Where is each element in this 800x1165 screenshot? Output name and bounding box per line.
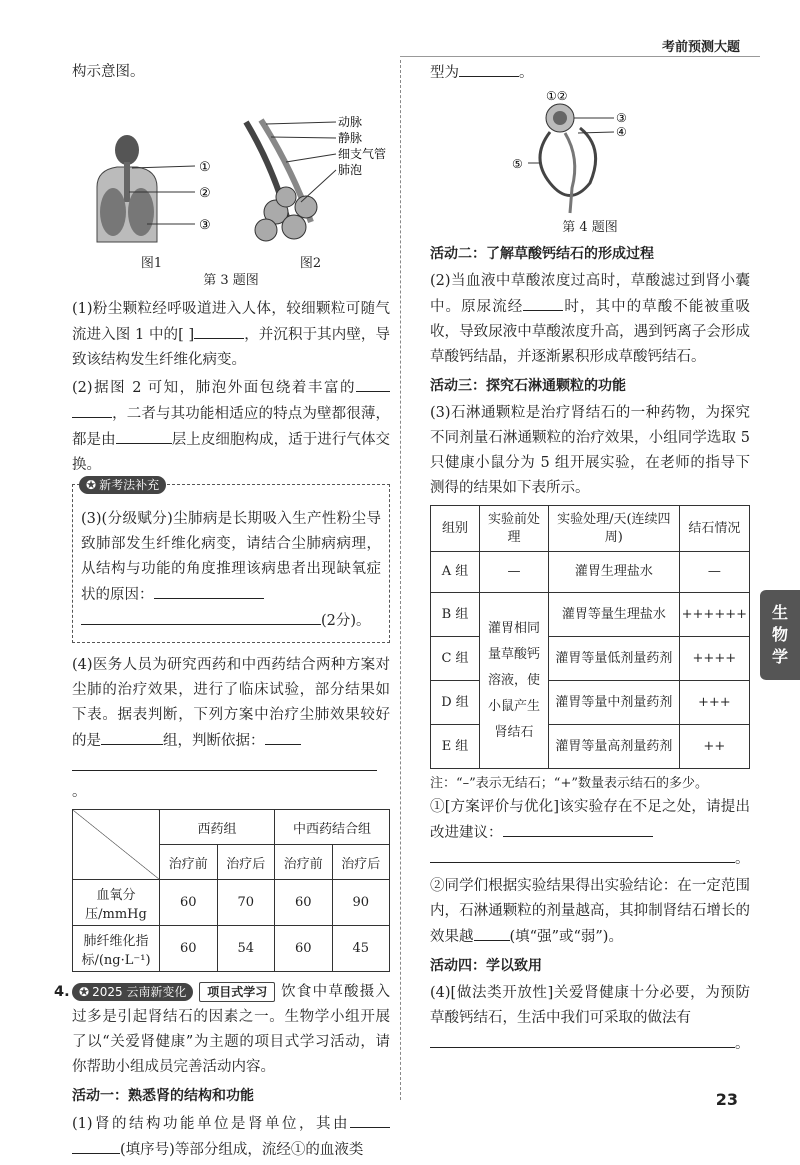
treatment-table: 西药组 中西药结合组 治疗前 治疗后 治疗前 治疗后 血氧分压/mmHg 60 70 60 90 肺纤维化指标/(ng·L⁻¹) 60 54 60 45: [72, 809, 390, 972]
continued-text: 型为 。: [430, 60, 750, 86]
region-tag: ✪ 2025 云南新变化: [72, 983, 193, 1001]
fig2-label-alveolus: 肺泡: [337, 163, 362, 177]
activity-2-heading: 活动二：了解草酸钙结石的形成过程: [430, 246, 654, 262]
new-method-box: [72, 478, 390, 643]
nephron-illustration: [510, 88, 670, 218]
activity-3-question: (3)石淋通颗粒是治疗肾结石的一种药物，为探究不同剂量石淋通颗粒的治疗效果，小组同学选取 5 只健康小鼠分为 5 组开展实验，在老师的指导下测得的结果如下表所示。: [430, 405, 750, 496]
project-tag: 项目式学习: [199, 982, 275, 1002]
row-label: 血氧分压/mmHg: [73, 880, 160, 926]
row-label: 肺纤维化指标/(ng·L⁻¹): [73, 926, 160, 972]
activity-4-heading: 活动四：学以致用: [430, 958, 542, 974]
right-column: [430, 60, 750, 1059]
figure-4-caption: 第 4 题图: [562, 220, 618, 235]
question-3-3: (3)(分级赋分)尘肺病是长期吸入生产性粉尘导致肺部发生纤维化病变，请结合尘肺病病理，从结构与功能的角度推理该病患者出现缺氧症状的原因： (2分)。: [81, 511, 381, 629]
fig2-label-artery: 动脉: [337, 115, 362, 129]
fig2-label-vein: 静脉: [337, 131, 362, 145]
page-number: 23: [715, 1090, 738, 1109]
fig2-label-bronchiole: 细支气管: [337, 147, 386, 161]
table-note: 注：“–”表示无结石；“+”数量表示结石的多少。: [430, 776, 708, 791]
question-3-2: (2)据图 2 可知，肺泡外面包绕着丰富的，二者与其功能相适应的特点为壁都很薄，都是由 层上皮细胞构成，适于进行气体交换。: [72, 375, 390, 478]
left-column: [54, 60, 391, 1165]
fig1-label-2: ②: [198, 186, 211, 201]
column-divider: [400, 60, 401, 1100]
question-4-right: (4)[做法类开放性]关爱肾健康十分必要，为预防草酸钙结石，生活中我们可采取的做法有 。: [430, 985, 750, 1052]
merged-pre-treatment: 灌胃相同量草酸钙溶液，使小鼠产生肾结石: [480, 593, 549, 769]
figure-1: [77, 132, 227, 271]
activity-1-question: (1)肾的结构功能单位是肾单位，其由 (填序号)等部分组成，流经①的血液类: [72, 1111, 390, 1163]
fig4-label-12: ①②: [546, 89, 568, 103]
question-3-1-right: ①[方案评价与优化]该实验存在不足之处，请提出改进建议： 。: [430, 799, 750, 867]
figure-3: [72, 115, 390, 271]
alveoli-illustration: [236, 112, 386, 252]
new-method-tag: ✪ 新考法补充: [79, 476, 166, 494]
activity-3-heading: 活动三：探究石淋通颗粒的功能: [430, 378, 626, 394]
activity-2-question: (2)当血液中草酸浓度过高时，草酸滤过到肾小囊中。原尿流经 时，其中的草酸不能被重吸收，导致尿液中草酸浓度升高，遇到钙离子会形成草酸钙结晶，并逐渐累积形成草酸钙结石。: [430, 273, 751, 365]
fig1-caption: 图1: [140, 256, 163, 271]
figure-4: [430, 88, 750, 218]
header-title: 考前预测大题: [661, 40, 740, 55]
question-3-2-right: ②同学们根据实验结果得出实验结论：在一定范围内，石淋通颗粒的剂量越高，其抑制肾结石增长的效果越 (填“强”或“弱”)。: [430, 878, 750, 945]
fig4-label-3: ③: [616, 111, 627, 125]
activity-1-heading: 活动一：熟悉肾的结构和功能: [72, 1088, 254, 1104]
question-3-4: (4)医务人员为研究西药和中西药结合两种方案对尘肺的治疗效果，进行了临床试验，部分结果如下表。据表判断，下列方案中治疗尘肺效果较好的是 组，判断依据： 。: [72, 657, 390, 800]
group-combined: 中西药结合组: [275, 810, 390, 845]
experiment-table: 组别 实验前处理 实验处理/天(连续四周) 结石情况 A 组 — 灌胃生理盐水 — B 组 灌胃相同量草酸钙溶液，使小鼠产生肾结石 灌胃等量生理盐水 ++++++ C 组 灌胃等量低剂量药剂 ++++ D 组 灌胃等量中剂量药剂 +++ E 组 灌胃等量高剂量药剂 ++: [430, 505, 750, 769]
fig4-label-5: ⑤: [512, 157, 523, 171]
star-icon: ✪: [79, 985, 90, 999]
respiratory-system-illustration: [77, 132, 227, 252]
question-3-1: (1)粉尘颗粒经呼吸道进入人体，较细颗粒可随气流进入图 1 中的[ ] ，并沉积于其内壁，导致该结构发生纤维化病变。: [72, 301, 390, 368]
fig1-label-1: ①: [198, 160, 211, 175]
question-number: 4.: [54, 984, 70, 1000]
fig2-caption: 图2: [299, 256, 322, 271]
subject-tab: 生 物 学: [760, 590, 800, 680]
lightbulb-icon: ✪: [86, 478, 97, 492]
fig1-label-3: ③: [198, 218, 211, 233]
intro-text: 构示意图。: [72, 64, 145, 80]
figure-3-caption: 第 3 题图: [203, 273, 259, 288]
fig4-label-4: ④: [616, 125, 627, 139]
figure-2: [236, 112, 386, 271]
header-rule: [400, 56, 760, 57]
question-4-intro: 4. ✪ 2025 云南新变化 项目式学习 饮食中草酸摄入过多是引起肾结石的因素之一。生物学小组开展了以“关爱肾健康”为主题的项目式学习活动，请你帮助小组成员完善活动内容。: [72, 980, 390, 1080]
group-western: 西药组: [160, 810, 275, 845]
